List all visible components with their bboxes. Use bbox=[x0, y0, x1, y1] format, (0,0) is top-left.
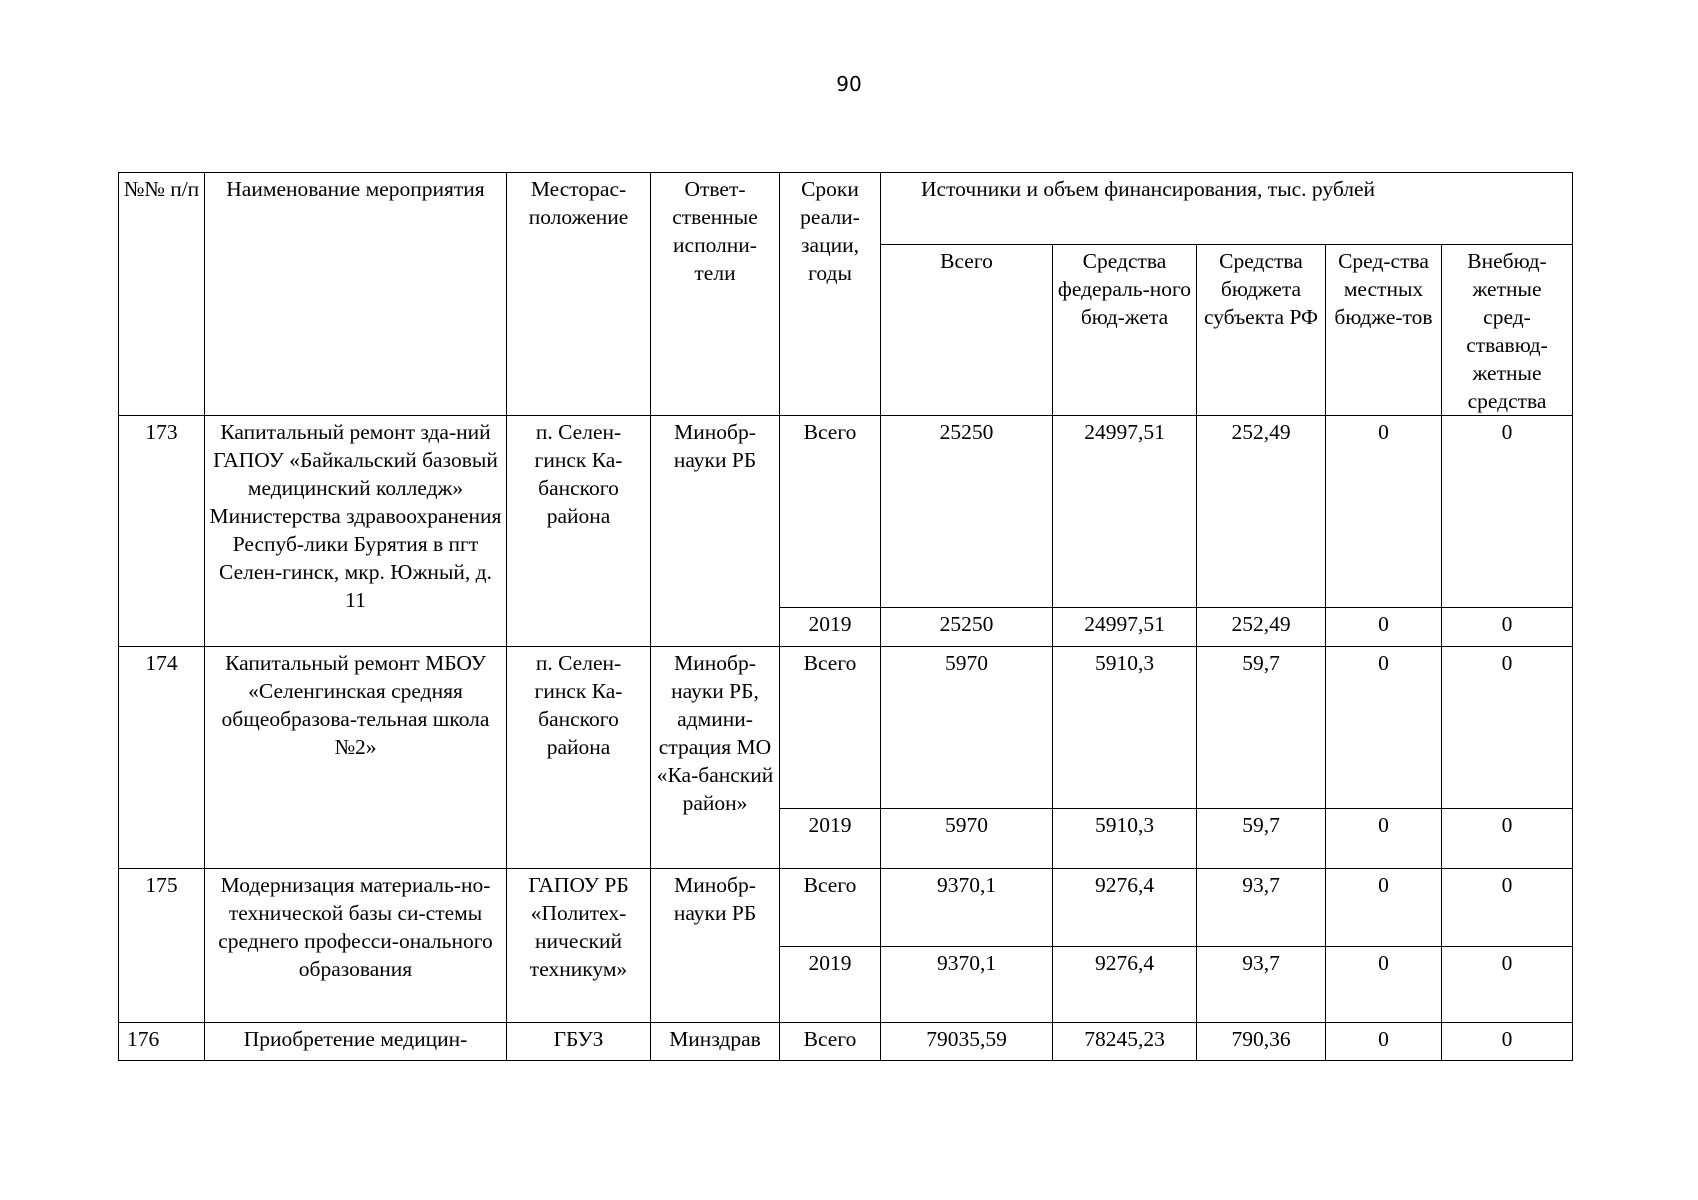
header-row bbox=[119, 173, 1573, 245]
row-regional: 790,36 bbox=[1197, 1023, 1326, 1061]
row-federal: 24997,51 bbox=[1053, 416, 1197, 608]
page-number: 90 bbox=[836, 72, 862, 96]
row-local: 0 bbox=[1326, 809, 1442, 869]
row-extra: 0 bbox=[1442, 869, 1573, 947]
row-federal: 78245,23 bbox=[1053, 1023, 1197, 1061]
row-local: 0 bbox=[1326, 947, 1442, 1023]
row-total: 5970 bbox=[881, 809, 1053, 869]
row-total: 5970 bbox=[881, 647, 1053, 809]
header-federal: Средства федераль-ного бюд-жета bbox=[1053, 245, 1197, 416]
header-name: Наименование мероприятия bbox=[205, 173, 507, 416]
row-extra: 0 bbox=[1442, 647, 1573, 809]
row-period: 2019 bbox=[780, 947, 881, 1023]
row-extra: 0 bbox=[1442, 416, 1573, 608]
row-responsible: Минобр-науки РБ bbox=[651, 416, 780, 647]
row-responsible: Минобр-науки РБ bbox=[651, 869, 780, 1023]
row-extra: 0 bbox=[1442, 608, 1573, 647]
funding-table bbox=[118, 172, 1573, 1061]
row-period: Всего bbox=[780, 869, 881, 947]
row-total: 79035,59 bbox=[881, 1023, 1053, 1061]
header-location: Месторас-положение bbox=[507, 173, 651, 416]
row-local: 0 bbox=[1326, 416, 1442, 608]
row-total: 25250 bbox=[881, 608, 1053, 647]
row-num: 173 bbox=[119, 416, 205, 647]
row-local: 0 bbox=[1326, 869, 1442, 947]
row-regional: 59,7 bbox=[1197, 809, 1326, 869]
row-responsible: Минобр-науки РБ, админи-страция МО «Ка-банский район» bbox=[651, 647, 780, 869]
header-extra: Внебюд-жетные сред-ствавюд-жетные средства bbox=[1442, 245, 1573, 416]
table-row bbox=[119, 647, 1573, 809]
row-regional: 59,7 bbox=[1197, 647, 1326, 809]
header-funding: Источники и объем финансирования, тыс. рублей bbox=[881, 173, 1573, 245]
row-regional: 252,49 bbox=[1197, 608, 1326, 647]
row-federal: 9276,4 bbox=[1053, 947, 1197, 1023]
row-regional: 252,49 bbox=[1197, 416, 1326, 608]
row-local: 0 bbox=[1326, 1023, 1442, 1061]
row-name: Капитальный ремонт зда-ний ГАПОУ «Байкальский базовый медицинский колледж» Министерства здравоохранения Респуб-лики Бурятия в пгт Селен-гинск, мкр. Южный, д. 11 bbox=[205, 416, 507, 647]
row-extra: 0 bbox=[1442, 947, 1573, 1023]
row-total: 9370,1 bbox=[881, 869, 1053, 947]
row-location: ГАПОУ РБ «Политех-нический техникум» bbox=[507, 869, 651, 1023]
row-local: 0 bbox=[1326, 647, 1442, 809]
header-period: Сроки реали-зации, годы bbox=[780, 173, 881, 416]
table-row bbox=[119, 416, 1573, 608]
row-federal: 9276,4 bbox=[1053, 869, 1197, 947]
row-extra: 0 bbox=[1442, 1023, 1573, 1061]
row-federal: 5910,3 bbox=[1053, 809, 1197, 869]
row-total: 25250 bbox=[881, 416, 1053, 608]
row-num: 175 bbox=[119, 869, 205, 1023]
header-responsible: Ответ-ственные исполни-тели bbox=[651, 173, 780, 416]
row-total: 9370,1 bbox=[881, 947, 1053, 1023]
header-total: Всего bbox=[881, 245, 1053, 416]
row-regional: 93,7 bbox=[1197, 869, 1326, 947]
header-regional: Средства бюджета субъекта РФ bbox=[1197, 245, 1326, 416]
row-regional: 93,7 bbox=[1197, 947, 1326, 1023]
row-location: п. Селен-гинск Ка-банского района bbox=[507, 647, 651, 869]
table-row bbox=[119, 869, 1573, 947]
row-name: Капитальный ремонт МБОУ «Селенгинская средняя общеобразова-тельная школа №2» bbox=[205, 647, 507, 869]
row-responsible: Минздрав bbox=[651, 1023, 780, 1061]
row-local: 0 bbox=[1326, 608, 1442, 647]
row-period: Всего bbox=[780, 416, 881, 608]
row-period: Всего bbox=[780, 1023, 881, 1061]
row-federal: 24997,51 bbox=[1053, 608, 1197, 647]
row-period: Всего bbox=[780, 647, 881, 809]
row-location: п. Селен-гинск Ка-банского района bbox=[507, 416, 651, 647]
row-name: Модернизация материаль-но-технической базы си-стемы среднего професси-онального образования bbox=[205, 869, 507, 1023]
header-local: Сред-ства местных бюдже-тов bbox=[1326, 245, 1442, 416]
row-period: 2019 bbox=[780, 608, 881, 647]
table-row bbox=[119, 1023, 1573, 1061]
row-federal: 5910,3 bbox=[1053, 647, 1197, 809]
row-extra: 0 bbox=[1442, 809, 1573, 869]
row-num: 176 bbox=[119, 1023, 205, 1061]
row-location: ГБУЗ bbox=[507, 1023, 651, 1061]
header-num: №№ п/п bbox=[119, 173, 205, 416]
row-period: 2019 bbox=[780, 809, 881, 869]
row-name: Приобретение медицин- bbox=[205, 1023, 507, 1061]
row-num: 174 bbox=[119, 647, 205, 869]
